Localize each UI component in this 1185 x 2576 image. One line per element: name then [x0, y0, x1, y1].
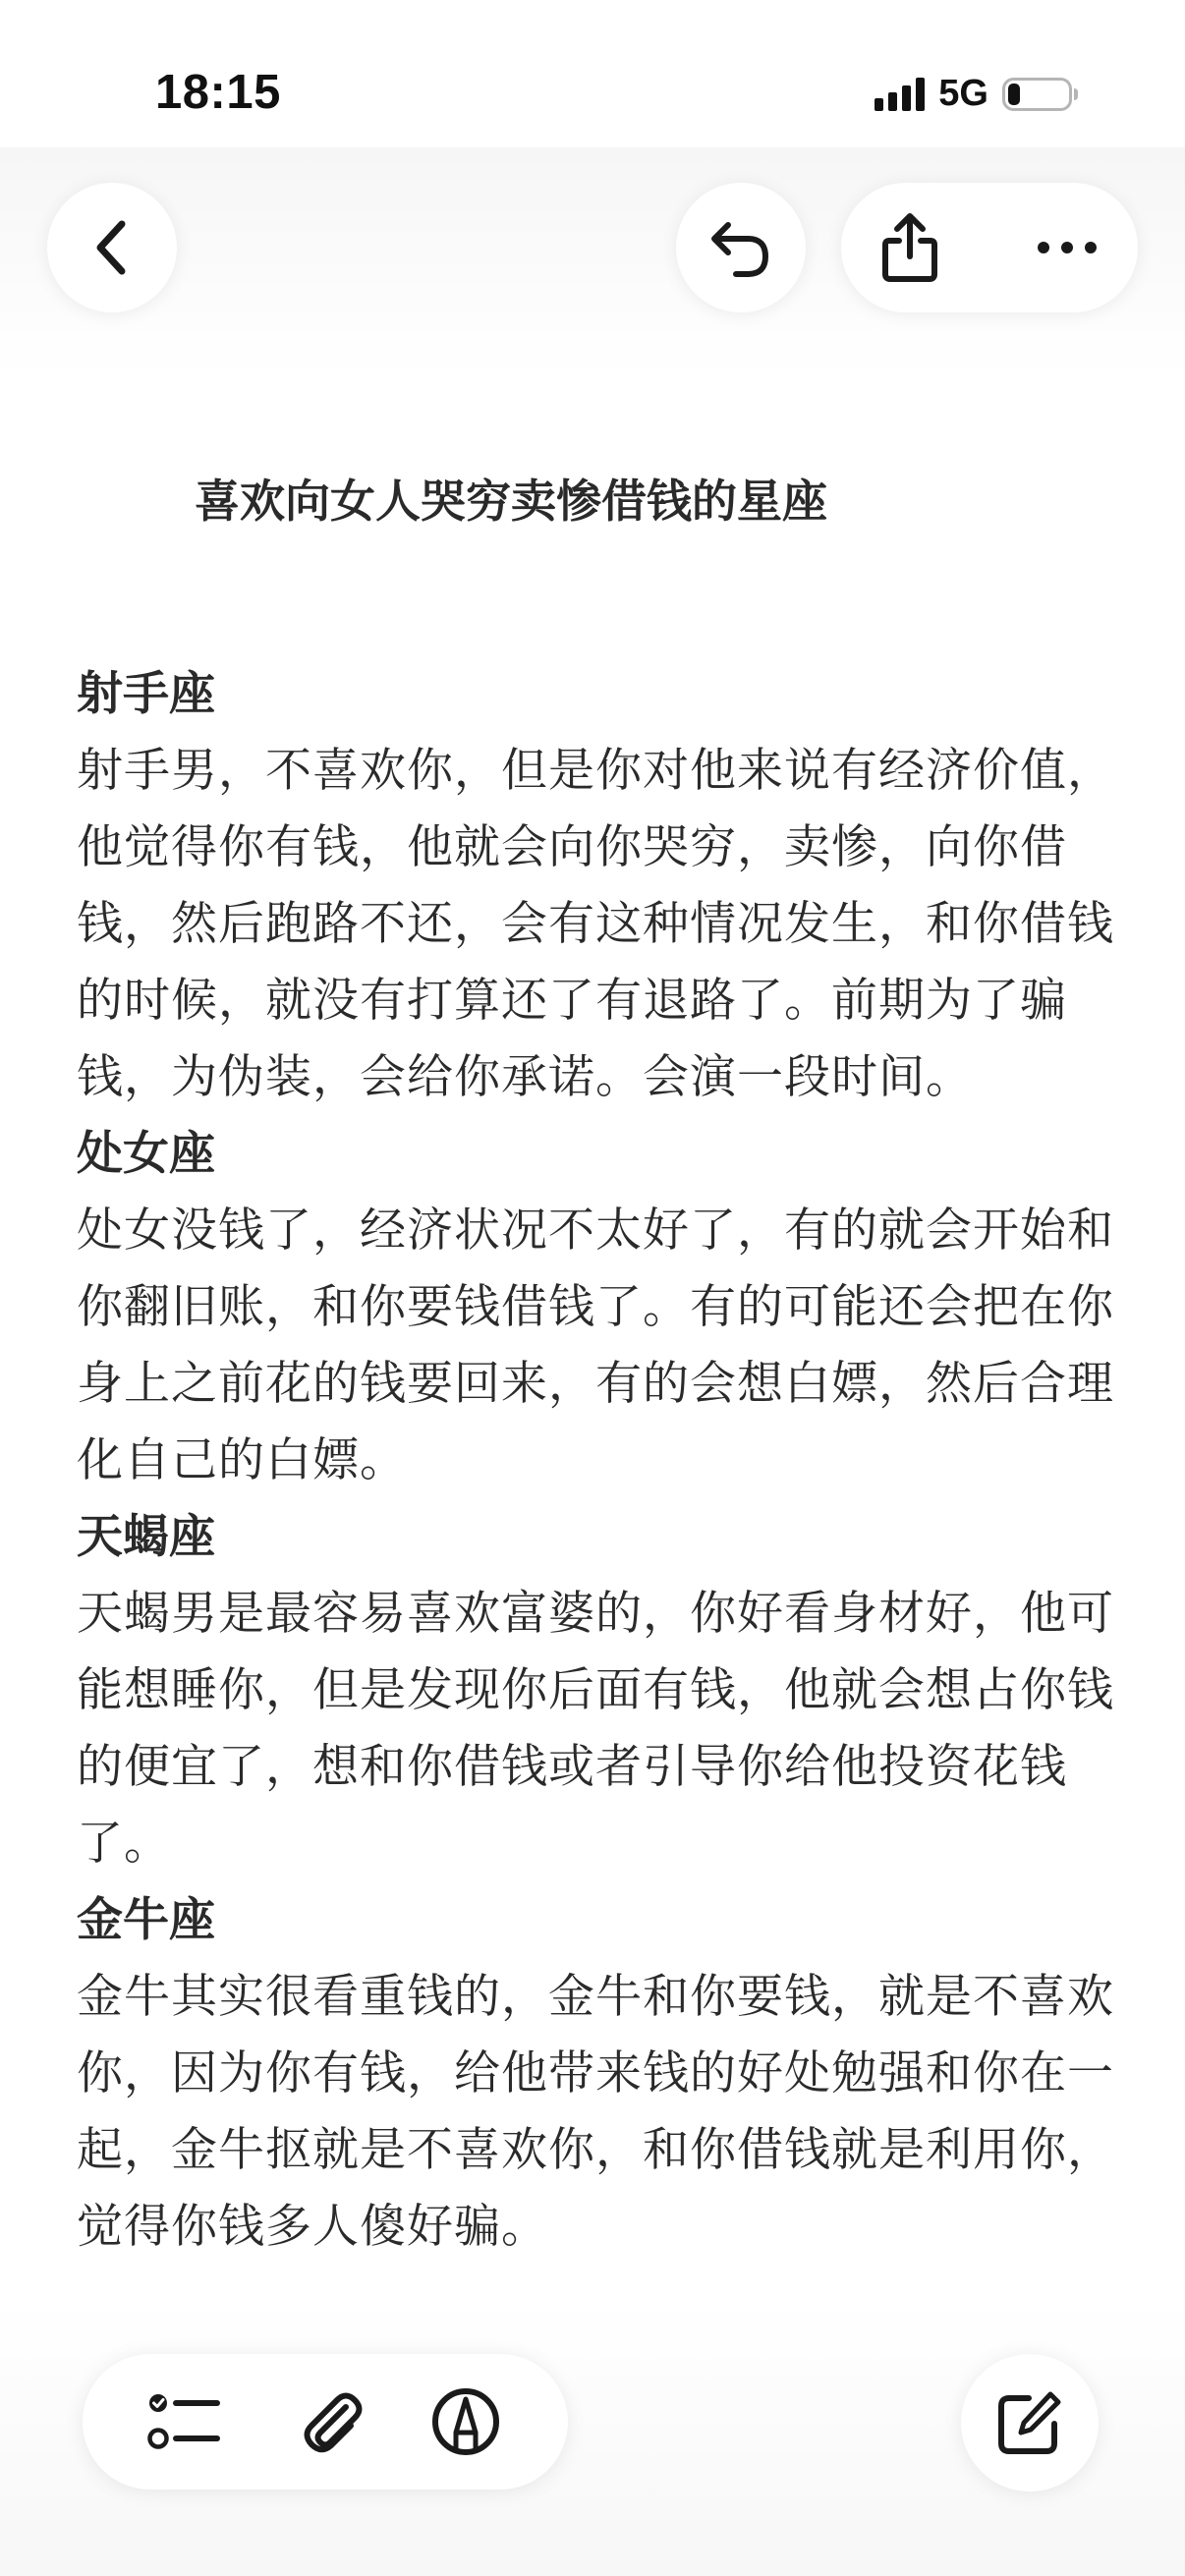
paperclip-icon — [300, 2385, 365, 2458]
chevron-left-icon — [88, 218, 136, 277]
status-time: 18:15 — [155, 66, 281, 119]
status-indicators — [875, 73, 1079, 115]
section-heading: 天蝎座 — [77, 1510, 215, 1564]
section-heading: 射手座 — [77, 667, 215, 721]
section-text: 金牛其实很看重钱的，金牛和你要钱，就是不喜欢你，因为你有钱，给他带来钱的好处勉强和你在一起，金牛抠就是不喜欢你，和你借钱就是利用你，觉得你钱多人傻好骗。 — [77, 1970, 1114, 2254]
battery-icon — [1002, 78, 1079, 111]
undo-button[interactable] — [676, 183, 806, 312]
status-bar — [0, 0, 1185, 147]
section-heading: 金牛座 — [77, 1893, 215, 1947]
share-more-group — [841, 183, 1138, 312]
section-text: 射手男，不喜欢你，但是你对他来说有经济价值，他觉得你有钱，他就会向你哭穷，卖惨，向你借钱，然后跑路不还，会有这种情况发生，和你借钱的时候，就没有打算还了有退路了。前期为了骗钱，为伪装，会给你承诺。会演一段时间。 — [77, 744, 1114, 1104]
ellipsis-icon — [1036, 240, 1099, 255]
network-type: 5G — [938, 73, 988, 114]
back-button[interactable] — [47, 183, 177, 312]
undo-icon — [706, 215, 775, 280]
pen-markup-icon — [429, 2385, 502, 2458]
note-title: 喜欢向女人哭穷卖惨借钱的星座 — [195, 475, 827, 528]
cellular-signal-icon — [875, 78, 925, 111]
compose-button[interactable] — [961, 2354, 1099, 2492]
checklist-icon — [146, 2387, 223, 2456]
share-button[interactable] — [861, 198, 959, 297]
more-button[interactable] — [1018, 198, 1116, 297]
note-body[interactable] — [77, 462, 1118, 2266]
section-heading: 处女座 — [77, 1127, 215, 1181]
section-text: 处女没钱了，经济状况不太好了，有的就会开始和你翻旧账，和你要钱借钱了。有的可能还会把在你身上之前花的钱要回来，有的会想白嫖，然后合理化自己的白嫖。 — [77, 1204, 1114, 1487]
share-icon — [879, 211, 940, 284]
markup-button[interactable] — [407, 2354, 525, 2490]
bottom-toolbar — [83, 2354, 568, 2490]
section-text: 天蝎男是最容易喜欢富婆的，你好看身材好，他可能想睡你，但是发现你后面有钱，他就会想占你钱的便宜了，想和你借钱或者引导你给他投资花钱了。 — [77, 1587, 1114, 1871]
checklist-button[interactable] — [126, 2354, 244, 2490]
attachment-button[interactable] — [273, 2354, 391, 2490]
compose-icon — [995, 2388, 1064, 2457]
